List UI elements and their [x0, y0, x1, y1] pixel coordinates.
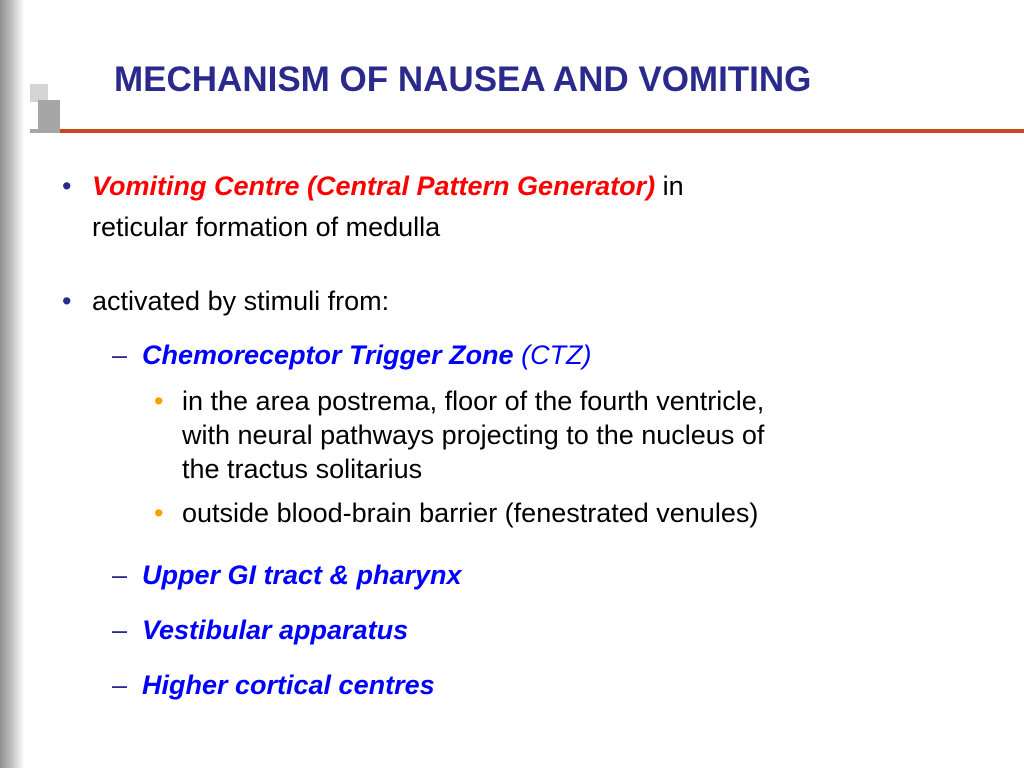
upper-gi-text: Upper GI tract & pharynx [142, 560, 462, 590]
ctz-sub-bbb [154, 496, 759, 530]
stimulus-vestibular [112, 611, 409, 649]
dash-marker: – [112, 615, 128, 645]
left-decor-bar [0, 0, 24, 768]
ctz-sub-location [154, 384, 765, 418]
bullet-vomiting-centre [62, 167, 684, 205]
dash-marker: – [112, 560, 128, 590]
sub-bullet-marker: • [154, 386, 164, 416]
title-rule [60, 129, 1024, 133]
vestibular-text: Vestibular apparatus [142, 615, 409, 645]
ctz-location-line3: the tractus solitarius [182, 454, 423, 484]
decor-square-dark [38, 100, 60, 130]
bullet-marker: • [62, 286, 72, 316]
ctz-abbrev: (CTZ) [513, 340, 592, 370]
cortical-text: Higher cortical centres [142, 670, 435, 700]
title-rule-grey [30, 129, 60, 133]
stimulus-cortical [112, 666, 435, 704]
stimulus-upper-gi [112, 556, 462, 594]
ctz-bbb-text: outside blood-brain barrier (fenestrated venules) [182, 498, 759, 528]
activated-by-text: activated by stimuli from: [92, 286, 390, 316]
bullet-vomiting-centre-line2: reticular formation of medulla [92, 212, 441, 242]
vomiting-centre-in: in [655, 171, 684, 201]
dash-marker: – [112, 340, 128, 370]
vomiting-centre-term: Vomiting Centre (Central Pattern Generator) [92, 171, 656, 201]
sub-bullet-marker: • [154, 498, 164, 528]
bullet-activated-by [62, 282, 390, 320]
slide-title: MECHANISM OF NAUSEA AND VOMITING [114, 60, 812, 99]
ctz-location-line1: in the area postrema, floor of the fourth ventricle, [182, 386, 765, 416]
stimulus-ctz [112, 336, 592, 374]
ctz-term: Chemoreceptor Trigger Zone [142, 340, 514, 370]
ctz-location-line2: with neural pathways projecting to the nucleus of [182, 420, 765, 450]
dash-marker: – [112, 670, 128, 700]
bullet-marker: • [62, 171, 72, 201]
